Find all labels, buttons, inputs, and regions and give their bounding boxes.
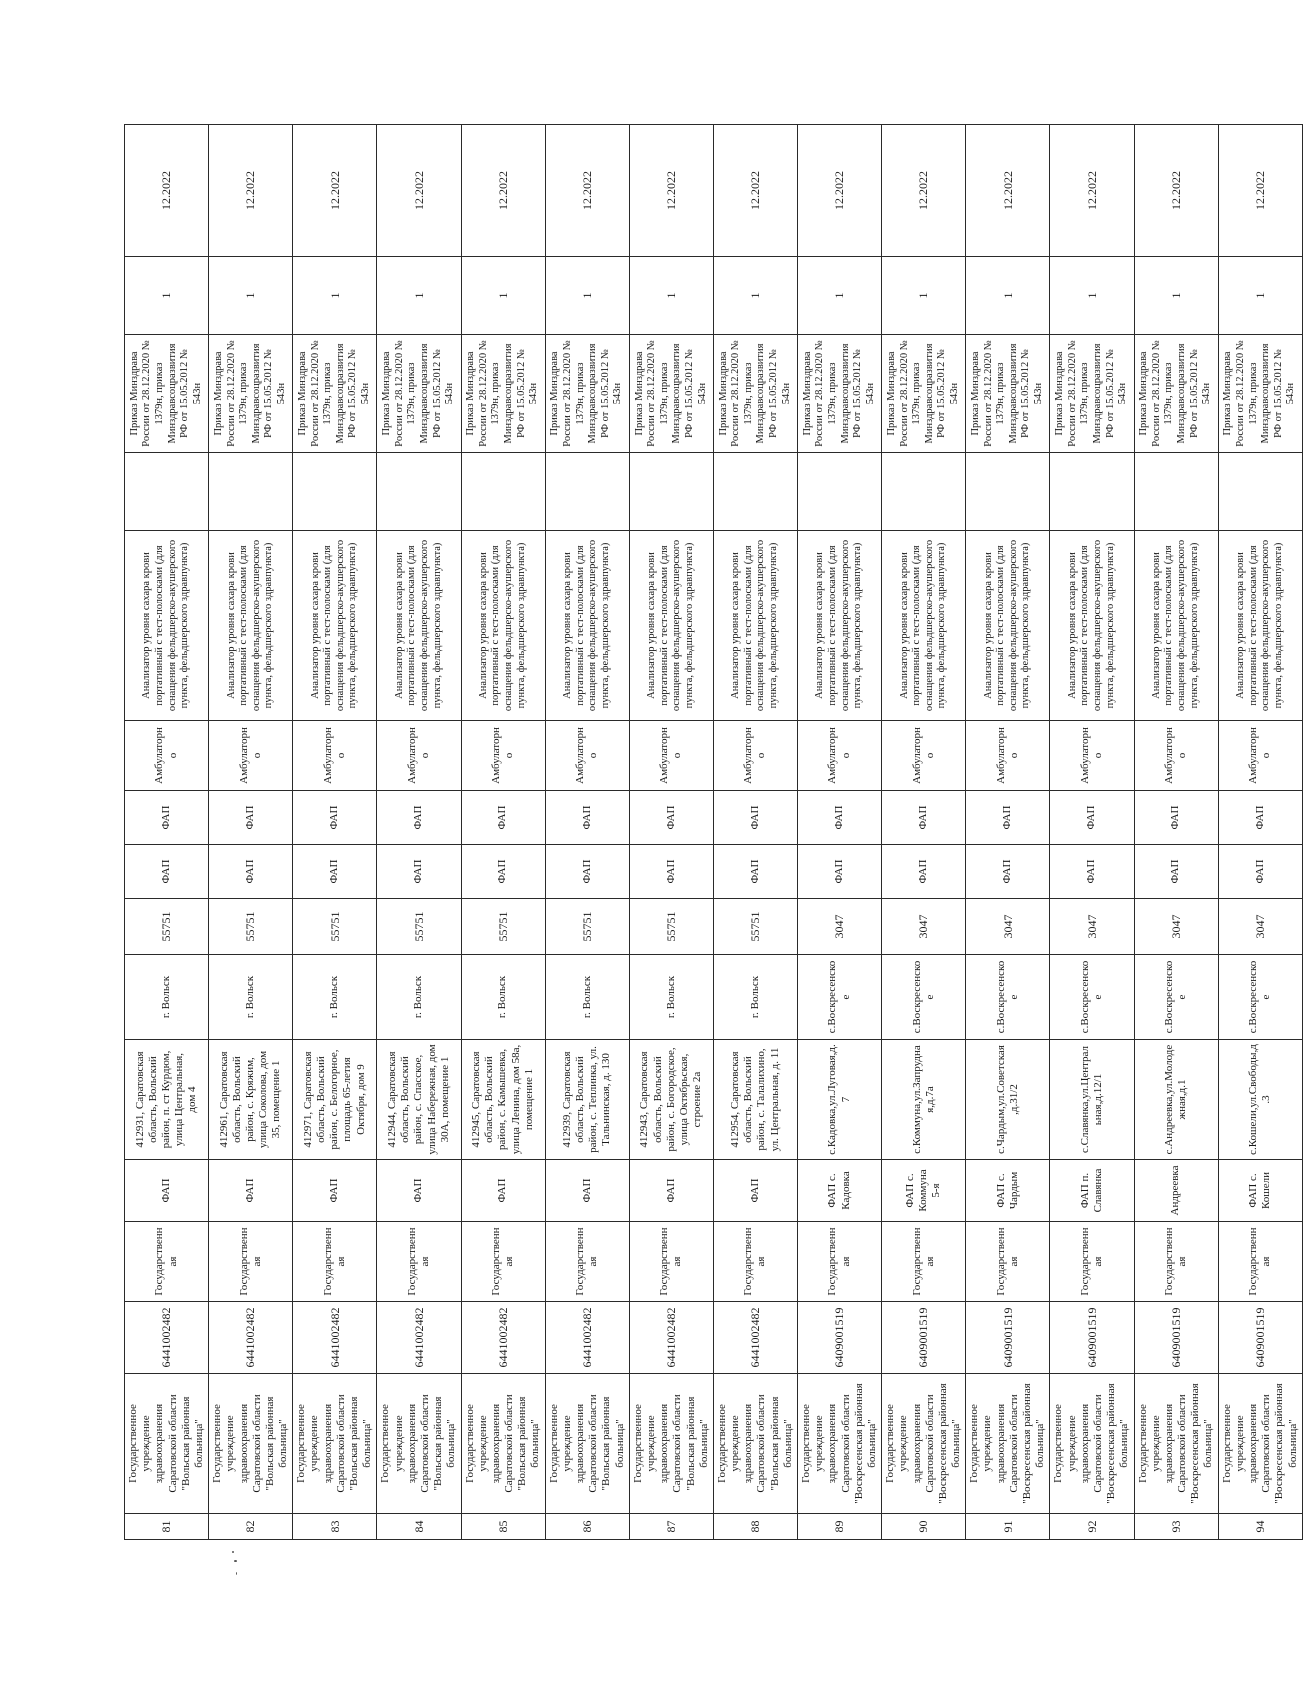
cell-locality: г. Вольск [293, 955, 377, 1040]
cell-row-number: 88 [713, 1514, 797, 1540]
cell-unit-type: ФАП [798, 845, 882, 899]
cell-inn: 6409001519 [1134, 1302, 1218, 1374]
cell-equipment-name: Анализатор уровня сахара крови портативный с тест-полосками (для оснащения фельдшерско-акушерского пункта, фельдшерского здравпункта) [1134, 531, 1218, 721]
cell-care-condition: Амбулаторно [713, 721, 797, 791]
cell-row-number: 84 [377, 1514, 461, 1540]
cell-unit-subtype: ФАП [209, 791, 293, 845]
cell-ownership-form: Государственная [629, 1222, 713, 1302]
table-row [966, 125, 1050, 1540]
cell-empty-cell [1050, 453, 1134, 531]
cell-row-number: 93 [1134, 1514, 1218, 1540]
cell-ownership-form: Государственная [966, 1222, 1050, 1302]
cell-locality: г. Вольск [461, 955, 545, 1040]
cell-care-condition: Амбулаторно [209, 721, 293, 791]
cell-institution-name: Государственное учреждение здравоохранения Саратовской области "Воскресенская районная больница" [798, 1374, 882, 1514]
cell-institution-name: Государственное учреждение здравоохранения Саратовской области "Вольская районная больница" [461, 1374, 545, 1514]
cell-ownership-form: Государственная [713, 1222, 797, 1302]
cell-medical-unit: ФАП [461, 1160, 545, 1222]
cell-row-number: 90 [882, 1514, 966, 1540]
cell-care-condition: Амбулаторно [461, 721, 545, 791]
cell-unit-type: ФАП [293, 845, 377, 899]
cell-medical-unit: ФАП с. Коммуна 5-я [882, 1160, 966, 1222]
cell-institution-name: Государственное учреждение здравоохранения Саратовской области "Вольская районная больница" [377, 1374, 461, 1514]
cell-quantity: 1 [629, 257, 713, 335]
cell-institution-name: Государственное учреждение здравоохранения Саратовской области "Вольская районная больница" [125, 1374, 209, 1514]
cell-quantity: 1 [798, 257, 882, 335]
cell-delivery-date: 12.2022 [545, 125, 629, 257]
cell-unit-subtype: ФАП [125, 791, 209, 845]
cell-unit-type: ФАП [545, 845, 629, 899]
cell-unit-subtype: ФАП [1218, 791, 1302, 845]
cell-inn: 6409001519 [798, 1302, 882, 1374]
cell-medical-unit: ФАП п. Славянка [1050, 1160, 1134, 1222]
cell-unit-address: 412931, Саратовская область, Вольский район, п. ст Курдюм, улица Центральная, дом 4 [125, 1040, 209, 1160]
cell-medical-unit: ФАП [545, 1160, 629, 1222]
cell-quantity: 1 [377, 257, 461, 335]
cell-inn: 6409001519 [1050, 1302, 1134, 1374]
cell-unit-type: ФАП [377, 845, 461, 899]
cell-population: 3047 [1050, 899, 1134, 955]
cell-delivery-date: 12.2022 [125, 125, 209, 257]
cell-inn: 6441002482 [461, 1302, 545, 1374]
cell-care-condition: Амбулаторно [1050, 721, 1134, 791]
cell-empty-cell [209, 453, 293, 531]
cell-ownership-form: Государственная [293, 1222, 377, 1302]
cell-empty-cell [293, 453, 377, 531]
cell-unit-address: 412944, Саратовская область, Вольский район, с. Спасское, улица Набережная, дом 30А, помещение 1 [377, 1040, 461, 1160]
cell-regulatory-order: Приказ Минздрава России от 28.12.2020 № 1379н, приказ Минздравсоцразвития РФ от 15.05.2012 № 543н [882, 335, 966, 453]
cell-locality: г. Вольск [629, 955, 713, 1040]
cell-locality: с.Воскресенское [1134, 955, 1218, 1040]
cell-ownership-form: Государственная [882, 1222, 966, 1302]
cell-delivery-date: 12.2022 [629, 125, 713, 257]
cell-regulatory-order: Приказ Минздрава России от 28.12.2020 № 1379н, приказ Минздравсоцразвития РФ от 15.05.2012 № 543н [1050, 335, 1134, 453]
cell-regulatory-order: Приказ Минздрава России от 28.12.2020 № 1379н, приказ Минздравсоцразвития РФ от 15.05.2012 № 543н [966, 335, 1050, 453]
cell-delivery-date: 12.2022 [966, 125, 1050, 257]
cell-empty-cell [125, 453, 209, 531]
cell-regulatory-order: Приказ Минздрава России от 28.12.2020 № 1379н, приказ Минздравсоцразвития РФ от 15.05.2012 № 543н [293, 335, 377, 453]
cell-medical-unit: ФАП с. Кошели [1218, 1160, 1302, 1222]
cell-equipment-name: Анализатор уровня сахара крови портативный с тест-полосками (для оснащения фельдшерско-акушерского пункта, фельдшерского здравпункта) [713, 531, 797, 721]
cell-care-condition: Амбулаторно [1218, 721, 1302, 791]
cell-locality: г. Вольск [125, 955, 209, 1040]
table-row [293, 125, 377, 1540]
cell-medical-unit: ФАП [713, 1160, 797, 1222]
cell-locality: г. Вольск [209, 955, 293, 1040]
cell-empty-cell [882, 453, 966, 531]
table-row [713, 125, 797, 1540]
rotated-table-sheet [124, 125, 1299, 1540]
cell-unit-subtype: ФАП [545, 791, 629, 845]
cell-locality: г. Вольск [545, 955, 629, 1040]
cell-row-number: 81 [125, 1514, 209, 1540]
cell-institution-name: Государственное учреждение здравоохранения Саратовской области "Вольская районная больница" [209, 1374, 293, 1514]
cell-unit-address: 412954, Саратовская область, Вольский район, с. Талалихино, ул. Центральная, д. 11 [713, 1040, 797, 1160]
cell-unit-type: ФАП [461, 845, 545, 899]
cell-medical-unit: ФАП [209, 1160, 293, 1222]
cell-unit-address: с.Коммуна,ул.Запрудная,д.7а [882, 1040, 966, 1160]
table-row [461, 125, 545, 1540]
cell-ownership-form: Государственная [377, 1222, 461, 1302]
equipment-registry-table [124, 124, 1303, 1540]
cell-empty-cell [1134, 453, 1218, 531]
cell-care-condition: Амбулаторно [125, 721, 209, 791]
cell-delivery-date: 12.2022 [798, 125, 882, 257]
cell-inn: 6441002482 [545, 1302, 629, 1374]
cell-ownership-form: Государственная [1218, 1222, 1302, 1302]
cell-ownership-form: Государственная [461, 1222, 545, 1302]
cell-unit-address: с.Кадовка,ул.Луговая,д.7 [798, 1040, 882, 1160]
table-row [1050, 125, 1134, 1540]
cell-quantity: 1 [209, 257, 293, 335]
cell-unit-subtype: ФАП [798, 791, 882, 845]
cell-unit-type: ФАП [125, 845, 209, 899]
cell-quantity: 1 [1050, 257, 1134, 335]
cell-equipment-name: Анализатор уровня сахара крови портативный с тест-полосками (для оснащения фельдшерско-акушерского пункта, фельдшерского здравпункта) [545, 531, 629, 721]
table-row [798, 125, 882, 1540]
cell-medical-unit: ФАП [629, 1160, 713, 1222]
cell-unit-type: ФАП [209, 845, 293, 899]
cell-locality: с.Воскресенское [882, 955, 966, 1040]
cell-inn: 6441002482 [629, 1302, 713, 1374]
cell-inn: 6409001519 [882, 1302, 966, 1374]
cell-quantity: 1 [1218, 257, 1302, 335]
cell-row-number: 85 [461, 1514, 545, 1540]
cell-equipment-name: Анализатор уровня сахара крови портативный с тест-полосками (для оснащения фельдшерско-акушерского пункта, фельдшерского здравпункта) [882, 531, 966, 721]
cell-quantity: 1 [966, 257, 1050, 335]
cell-equipment-name: Анализатор уровня сахара крови портативный с тест-полосками (для оснащения фельдшерско-акушерского пункта, фельдшерского здравпункта) [125, 531, 209, 721]
table-body [125, 125, 1303, 1540]
cell-medical-unit: Андреевка [1134, 1160, 1218, 1222]
cell-equipment-name: Анализатор уровня сахара крови портативный с тест-полосками (для оснащения фельдшерско-акушерского пункта, фельдшерского здравпункта) [1050, 531, 1134, 721]
cell-care-condition: Амбулаторно [966, 721, 1050, 791]
cell-equipment-name: Анализатор уровня сахара крови портативный с тест-полосками (для оснащения фельдшерско-акушерского пункта, фельдшерского здравпункта) [209, 531, 293, 721]
cell-delivery-date: 12.2022 [713, 125, 797, 257]
table-row [545, 125, 629, 1540]
cell-locality: с.Воскресенское [966, 955, 1050, 1040]
cell-unit-type: ФАП [966, 845, 1050, 899]
cell-unit-address: 412943, Саратовская область, Вольский район, с. Богородское, улица Октябрьская, строение 2а [629, 1040, 713, 1160]
cell-regulatory-order: Приказ Минздрава России от 28.12.2020 № 1379н, приказ Минздравсоцразвития РФ от 15.05.2012 № 543н [461, 335, 545, 453]
cell-empty-cell [966, 453, 1050, 531]
cell-row-number: 86 [545, 1514, 629, 1540]
cell-unit-type: ФАП [713, 845, 797, 899]
cell-institution-name: Государственное учреждение здравоохранения Саратовской области "Вольская районная больница" [629, 1374, 713, 1514]
cell-regulatory-order: Приказ Минздрава России от 28.12.2020 № 1379н, приказ Минздравсоцразвития РФ от 15.05.2012 № 543н [798, 335, 882, 453]
cell-population: 55751 [461, 899, 545, 955]
cell-population: 55751 [377, 899, 461, 955]
cell-institution-name: Государственное учреждение здравоохранения Саратовской области "Вольская районная больница" [545, 1374, 629, 1514]
cell-population: 55751 [545, 899, 629, 955]
cell-quantity: 1 [545, 257, 629, 335]
cell-delivery-date: 12.2022 [293, 125, 377, 257]
cell-care-condition: Амбулаторно [798, 721, 882, 791]
cell-unit-type: ФАП [1218, 845, 1302, 899]
table-row [1218, 125, 1302, 1540]
cell-inn: 6441002482 [713, 1302, 797, 1374]
cell-row-number: 94 [1218, 1514, 1302, 1540]
cell-inn: 6409001519 [1218, 1302, 1302, 1374]
cell-population: 3047 [882, 899, 966, 955]
cell-unit-subtype: ФАП [882, 791, 966, 845]
cell-empty-cell [798, 453, 882, 531]
cell-delivery-date: 12.2022 [882, 125, 966, 257]
cell-empty-cell [713, 453, 797, 531]
cell-unit-subtype: ФАП [966, 791, 1050, 845]
cell-delivery-date: 12.2022 [461, 125, 545, 257]
cell-unit-address: с.Чардым,ул.Советская,д.31/2 [966, 1040, 1050, 1160]
cell-care-condition: Амбулаторно [629, 721, 713, 791]
cell-inn: 6441002482 [125, 1302, 209, 1374]
cell-equipment-name: Анализатор уровня сахара крови портативный с тест-полосками (для оснащения фельдшерско-акушерского пункта, фельдшерского здравпункта) [798, 531, 882, 721]
scan-speck [236, 1572, 237, 1575]
cell-population: 55751 [713, 899, 797, 955]
table-row [125, 125, 209, 1540]
table-row [1134, 125, 1218, 1540]
cell-delivery-date: 12.2022 [1218, 125, 1302, 257]
cell-equipment-name: Анализатор уровня сахара крови портативный с тест-полосками (для оснащения фельдшерско-акушерского пункта, фельдшерского здравпункта) [629, 531, 713, 721]
cell-unit-address: с.Андреевка,ул.Молодежная,д.1 [1134, 1040, 1218, 1160]
cell-institution-name: Государственное учреждение здравоохранения Саратовской области "Воскресенская районная больница" [966, 1374, 1050, 1514]
cell-quantity: 1 [293, 257, 377, 335]
cell-population: 55751 [629, 899, 713, 955]
cell-row-number: 83 [293, 1514, 377, 1540]
cell-medical-unit: ФАП [125, 1160, 209, 1222]
cell-quantity: 1 [882, 257, 966, 335]
cell-unit-type: ФАП [1050, 845, 1134, 899]
cell-unit-subtype: ФАП [1134, 791, 1218, 845]
cell-locality: г. Вольск [377, 955, 461, 1040]
cell-inn: 6441002482 [293, 1302, 377, 1374]
cell-equipment-name: Анализатор уровня сахара крови портативный с тест-полосками (для оснащения фельдшерско-акушерского пункта, фельдшерского здравпункта) [293, 531, 377, 721]
cell-care-condition: Амбулаторно [882, 721, 966, 791]
table-row [209, 125, 293, 1540]
cell-locality: г. Вольск [713, 955, 797, 1040]
cell-unit-type: ФАП [1134, 845, 1218, 899]
cell-medical-unit: ФАП с. Чардым [966, 1160, 1050, 1222]
cell-institution-name: Государственное учреждение здравоохранения Саратовской области "Воскресенская районная больница" [1050, 1374, 1134, 1514]
cell-medical-unit: ФАП с. Кадовка [798, 1160, 882, 1222]
cell-empty-cell [1218, 453, 1302, 531]
cell-empty-cell [545, 453, 629, 531]
cell-medical-unit: ФАП [377, 1160, 461, 1222]
cell-equipment-name: Анализатор уровня сахара крови портативный с тест-полосками (для оснащения фельдшерско-акушерского пункта, фельдшерского здравпункта) [966, 531, 1050, 721]
table-row [882, 125, 966, 1540]
cell-population: 55751 [209, 899, 293, 955]
table-row [629, 125, 713, 1540]
cell-unit-subtype: ФАП [461, 791, 545, 845]
cell-row-number: 92 [1050, 1514, 1134, 1540]
cell-ownership-form: Государственная [125, 1222, 209, 1302]
cell-equipment-name: Анализатор уровня сахара крови портативный с тест-полосками (для оснащения фельдшерско-акушерского пункта, фельдшерского здравпункта) [1218, 531, 1302, 721]
cell-ownership-form: Государственная [545, 1222, 629, 1302]
scan-speck [232, 1551, 234, 1553]
cell-population: 55751 [125, 899, 209, 955]
cell-row-number: 89 [798, 1514, 882, 1540]
cell-ownership-form: Государственная [798, 1222, 882, 1302]
cell-unit-address: с.Кошели,ул.Свободы,д.3 [1218, 1040, 1302, 1160]
cell-unit-subtype: ФАП [293, 791, 377, 845]
cell-regulatory-order: Приказ Минздрава России от 28.12.2020 № 1379н, приказ Минздравсоцразвития РФ от 15.05.2012 № 543н [1218, 335, 1302, 453]
cell-ownership-form: Государственная [1050, 1222, 1134, 1302]
cell-inn: 6441002482 [209, 1302, 293, 1374]
cell-care-condition: Амбулаторно [377, 721, 461, 791]
cell-regulatory-order: Приказ Минздрава России от 28.12.2020 № 1379н, приказ Минздравсоцразвития РФ от 15.05.2012 № 543н [713, 335, 797, 453]
cell-regulatory-order: Приказ Минздрава России от 28.12.2020 № 1379н, приказ Минздравсоцразвития РФ от 15.05.2012 № 543н [209, 335, 293, 453]
cell-medical-unit: ФАП [293, 1160, 377, 1222]
cell-care-condition: Амбулаторно [1134, 721, 1218, 791]
cell-unit-address: 412961, Саратовская область, Вольский район, с. Кряжим, улица Соколова, дом 35, помещение 1 [209, 1040, 293, 1160]
cell-unit-type: ФАП [882, 845, 966, 899]
cell-unit-subtype: ФАП [377, 791, 461, 845]
cell-care-condition: Амбулаторно [545, 721, 629, 791]
cell-unit-address: 412939, Саратовская область, Вольский район, с. Теплинка, ул. Тальнинская, д. 130 [545, 1040, 629, 1160]
scan-speck [234, 1560, 237, 1562]
cell-regulatory-order: Приказ Минздрава России от 28.12.2020 № 1379н, приказ Минздравсоцразвития РФ от 15.05.2012 № 543н [629, 335, 713, 453]
cell-unit-address: 412945, Саратовская область, Вольский район, с. Камышевка, улица Ленина, дом 58а, помещение 1 [461, 1040, 545, 1160]
cell-delivery-date: 12.2022 [1050, 125, 1134, 257]
cell-unit-subtype: ФАП [629, 791, 713, 845]
cell-locality: с.Воскресенское [798, 955, 882, 1040]
cell-population: 3047 [798, 899, 882, 955]
cell-ownership-form: Государственная [209, 1222, 293, 1302]
table-row [377, 125, 461, 1540]
cell-quantity: 1 [713, 257, 797, 335]
cell-population: 3047 [966, 899, 1050, 955]
cell-institution-name: Государственное учреждение здравоохранения Саратовской области "Воскресенская районная больница" [882, 1374, 966, 1514]
cell-row-number: 91 [966, 1514, 1050, 1540]
cell-ownership-form: Государственная [1134, 1222, 1218, 1302]
cell-unit-address: 412971, Саратовская область, Вольский район, с. Белогорное, площадь 65-летия Октября, дом 9 [293, 1040, 377, 1160]
cell-empty-cell [377, 453, 461, 531]
cell-regulatory-order: Приказ Минздрава России от 28.12.2020 № 1379н, приказ Минздравсоцразвития РФ от 15.05.2012 № 543н [125, 335, 209, 453]
cell-population: 3047 [1218, 899, 1302, 955]
cell-inn: 6441002482 [377, 1302, 461, 1374]
cell-locality: с.Воскресенское [1218, 955, 1302, 1040]
cell-unit-subtype: ФАП [1050, 791, 1134, 845]
cell-population: 55751 [293, 899, 377, 955]
cell-equipment-name: Анализатор уровня сахара крови портативный с тест-полосками (для оснащения фельдшерско-акушерского пункта, фельдшерского здравпункта) [377, 531, 461, 721]
cell-empty-cell [629, 453, 713, 531]
cell-care-condition: Амбулаторно [293, 721, 377, 791]
cell-equipment-name: Анализатор уровня сахара крови портативный с тест-полосками (для оснащения фельдшерско-акушерского пункта, фельдшерского здравпункта) [461, 531, 545, 721]
cell-row-number: 82 [209, 1514, 293, 1540]
cell-inn: 6409001519 [966, 1302, 1050, 1374]
cell-institution-name: Государственное учреждение здравоохранения Саратовской области "Воскресенская районная больница" [1134, 1374, 1218, 1514]
cell-institution-name: Государственное учреждение здравоохранения Саратовской области "Вольская районная больница" [713, 1374, 797, 1514]
cell-regulatory-order: Приказ Минздрава России от 28.12.2020 № 1379н, приказ Минздравсоцразвития РФ от 15.05.2012 № 543н [1134, 335, 1218, 453]
cell-population: 3047 [1134, 899, 1218, 955]
cell-unit-type: ФАП [629, 845, 713, 899]
cell-row-number: 87 [629, 1514, 713, 1540]
cell-delivery-date: 12.2022 [209, 125, 293, 257]
cell-empty-cell [461, 453, 545, 531]
cell-institution-name: Государственное учреждение здравоохранения Саратовской области "Воскресенская районная больница" [1218, 1374, 1302, 1514]
cell-regulatory-order: Приказ Минздрава России от 28.12.2020 № 1379н, приказ Минздравсоцразвития РФ от 15.05.2012 № 543н [377, 335, 461, 453]
cell-unit-subtype: ФАП [713, 791, 797, 845]
cell-quantity: 1 [1134, 257, 1218, 335]
cell-delivery-date: 12.2022 [1134, 125, 1218, 257]
cell-quantity: 1 [125, 257, 209, 335]
cell-unit-address: с.Славянка,ул.Центральная,д.12/1 [1050, 1040, 1134, 1160]
cell-regulatory-order: Приказ Минздрава России от 28.12.2020 № 1379н, приказ Минздравсоцразвития РФ от 15.05.2012 № 543н [545, 335, 629, 453]
cell-delivery-date: 12.2022 [377, 125, 461, 257]
cell-locality: с.Воскресенское [1050, 955, 1134, 1040]
cell-institution-name: Государственное учреждение здравоохранения Саратовской области "Вольская районная больница" [293, 1374, 377, 1514]
cell-quantity: 1 [461, 257, 545, 335]
